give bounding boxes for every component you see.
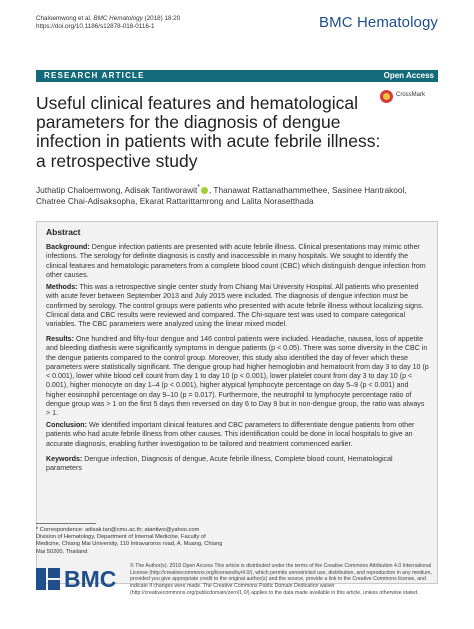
bmc-logo [36, 566, 121, 592]
keywords-text: Dengue infection, Diagnosis of dengue, Acute febrile illness, Complete blood count, Hematological parameters [46, 455, 393, 473]
citation-authors: Chaloemwong et al. [36, 15, 92, 22]
crossmark-label: CrossMark [396, 92, 426, 98]
bmc-logo-mark-icon [36, 568, 60, 590]
open-access-label: Open Access [383, 71, 434, 80]
keywords-label: Keywords: [46, 455, 83, 463]
abstract-keywords [46, 455, 430, 474]
crossmark-badge[interactable] [380, 90, 438, 104]
background-label: Background: [46, 243, 90, 251]
abstract-methods [46, 283, 430, 329]
author-line-2: Chatree Chai-Adisaksopha, Ekarat Rattarittamrong and Lalita Norasetthada [36, 196, 314, 207]
citation-journal: BMC Hematology [93, 15, 143, 22]
affiliation-line-3: Mai 50200, Thailand [36, 548, 88, 555]
authors-part-a: Juthatip Chaloemwong, Adisak Tantiworawit [36, 184, 198, 195]
correspondence-email[interactable]: * Correspondence: adisak.tan@cmu.ac.th; atantiwo@yahoo.com [36, 527, 200, 533]
article-title: Useful clinical features and hematological parameters for the diagnosis of dengue infection in patients with acute febrile illness: a retrospective study [36, 93, 381, 171]
results-label: Results: [46, 335, 74, 343]
orcid-icon[interactable] [201, 187, 208, 194]
license-text: © The Author(s). 2018 Open Access This article is distributed under the terms of the Creative Commons Attribution 4.0 International License (http://creativecommons.org/licenses/by/4.0/), which permits unrestricted use, distribution, and reproduction in any medium, provided you give appropriate credit to the original author(s) and the source, provide a link to the Creative Commons license, and indicate if changes were made. The Creative Commons Public Domain Dedication waiver (http://creativecommons.org/publicdomain/zero/1.0/) applies to the data made available in this article, unless otherwise stated. [130, 563, 432, 596]
abstract-heading: Abstract [46, 227, 81, 237]
correspondence-footnote [36, 527, 222, 556]
corresponding-marker: * [197, 184, 200, 191]
author-line-1 [36, 182, 438, 196]
citation-year-volume: (2018) 18:20 [142, 15, 181, 22]
bmc-logo-text: BMC [64, 566, 117, 592]
doi-link[interactable]: https://doi.org/10.1186/s12878-018-0116-1 [36, 23, 155, 31]
background-text: Dengue infection patients are presented with acute febrile illness. Clinical presentations may mimic other infections. The serology for definite diagnosis is costly and inaccessible in many hospitals. We sought to identify the clinical features and hematologic parameters from a complete blood count (CBC) which distinguish dengue infection from other causes. [46, 243, 426, 279]
methods-label: Methods: [46, 283, 78, 291]
abstract-background [46, 243, 430, 280]
conclusion-label: Conclusion: [46, 421, 87, 429]
authors-part-b: , Thanawat Rattanathammethee, Sasinee Hantrakool, [208, 184, 407, 195]
citation-header [36, 15, 180, 32]
methods-text: This was a retrospective single center study from Chiang Mai University Hospital. All patients who presented with acute fever between September 2013 and July 2015 were included. The diagnosis of dengue infection must be confirmed by serology. The control groups were patients who presented with acute febrile illness without localizing signs. Clinical data and CBC results were reviewed and compared. The Chi-square test was used to compare categorical variables. The CBC parameters were analyzed using the linear mixed model. [46, 283, 424, 329]
crossmark-icon [380, 90, 393, 103]
abstract-results [46, 335, 430, 419]
results-text: One hundred and fifty-four dengue and 146 control patients were included. Headache, nausea, loss of appetite and bleeding diathesis were significantly symptoms in dengue patients (p < 0.05). There was some diversity in the CBC in the dengue patients compared to the control group. Moreover, this study also identified the day of fever which these parameters were statistically significant. The dengue group had higher hemoglobin and hematocrit from day 3 to day 10 (p < 0.001), lower white blood cell count from day 1 to day 10 (p < 0.001), lower platelet count from day 3 to day 10 (p < 0.001), higher monocyte on day 1–4 (p < 0.001), higher atypical lymphocyte percentage on day 5–9 (p < 0.001) and higher eosinophil percentage on day 9–10 (p = 0.017). Furthermore, the neutrophil to lymphocyte percentage ratio of dengue group was > 1 on the first 5 days then reversed on day 6 to Day 9 but in non-dengue group, the ratio was always > 1. [46, 335, 429, 418]
article-type-label: RESEARCH ARTICLE [44, 71, 145, 80]
footnote-divider [36, 523, 96, 524]
citation-line-1 [36, 15, 180, 23]
author-list [36, 182, 438, 207]
conclusion-text: We identified important clinical features and CBC parameters to differentiate dengue patients from other patients who had acute febrile illness from other causes. This identification could be done in local hospitals to give an accurate diagnosis, enabling further investigation to be tailored and treatment commenced earlier. [46, 421, 415, 448]
affiliation-line-1: Division of Hematology, Department of Internal Medicine, Faculty of [36, 534, 206, 541]
journal-brand: BMC Hematology [319, 14, 438, 31]
affiliation-line-2: Medicine, Chiang Mai University, 110 Intravaroros road, A. Muang, Chiang [36, 541, 223, 548]
abstract-conclusion [46, 421, 430, 449]
